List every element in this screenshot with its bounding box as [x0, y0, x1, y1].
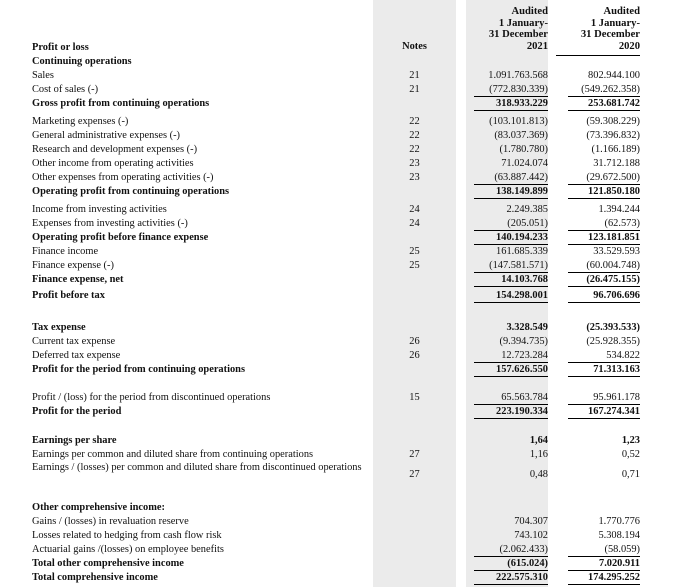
value-2021: 743.102: [514, 530, 548, 541]
value-2020: 167.274.341: [588, 406, 640, 417]
table-row: [0, 462, 700, 480]
row-label: Finance expense, net: [32, 274, 124, 285]
table-row: [0, 571, 700, 585]
row-label: Finance income: [32, 246, 99, 257]
row-label: Gross profit from continuing operations: [32, 98, 210, 109]
table-row: [0, 448, 700, 462]
table-row: [0, 217, 700, 231]
value-2021: 1,64: [529, 435, 548, 446]
table-row: [0, 231, 700, 245]
table-row: [0, 245, 700, 259]
value-2020: 121.850.180: [588, 186, 640, 197]
value-2021: (1.780.780): [499, 144, 548, 155]
row-note: 21: [409, 70, 420, 81]
table-row: [0, 434, 700, 448]
value-2021: 14.103.768: [501, 274, 548, 285]
row-note: 25: [409, 246, 420, 257]
table-row: [0, 203, 700, 217]
value-2021: 0,48: [529, 469, 548, 480]
table-row: [0, 171, 700, 185]
row-label: Other comprehensive income:: [32, 502, 165, 513]
value-2021: 12.723.284: [501, 350, 548, 361]
value-2020: (59.308.229): [586, 116, 640, 127]
value-2021: 1,16: [529, 449, 548, 460]
value-2021: 2.249.385: [506, 204, 548, 215]
row-label: General administrative expenses (-): [32, 130, 181, 141]
row-note: 23: [409, 172, 420, 183]
table-row: [0, 543, 700, 557]
value-2020: (1.166.189): [591, 144, 640, 155]
table-row: [0, 529, 700, 543]
table-row: [0, 83, 700, 97]
row-label: Gains / (losses) in revaluation reserve: [32, 516, 189, 527]
row-label: Losses related to hedging from cash flow risk: [32, 530, 222, 541]
total-rule: [568, 584, 640, 585]
value-2020: (58.059): [604, 544, 640, 555]
value-2020: (60.004.748): [586, 260, 640, 271]
value-2020: 534.822: [606, 350, 640, 361]
row-note: 26: [409, 350, 420, 361]
value-2020: (25.393.533): [586, 322, 640, 333]
value-2021: (83.037.369): [494, 130, 548, 141]
total-rule: [568, 376, 640, 377]
value-2021: 318.933.229: [496, 98, 548, 109]
table-row: [0, 321, 700, 335]
value-2021: 1.091.763.568: [488, 70, 548, 81]
value-2021: 223.190.334: [496, 406, 548, 417]
value-2020: 1.394.244: [598, 204, 640, 215]
value-2020: 71.313.163: [593, 364, 640, 375]
row-note: 25: [409, 260, 420, 271]
table-row: [0, 501, 700, 515]
table-row: [0, 363, 700, 377]
row-label: Expenses from investing activities (-): [32, 218, 188, 229]
row-label: Operating profit before finance expense: [32, 232, 209, 243]
table-row: [0, 515, 700, 529]
value-2021: 65.563.784: [501, 392, 548, 403]
value-2020: 31.712.188: [593, 158, 640, 169]
total-rule: [568, 302, 640, 303]
value-2020: (26.475.155): [586, 274, 640, 285]
value-2020: (73.396.832): [586, 130, 640, 141]
table-row: [0, 41, 700, 55]
value-2021: 157.626.550: [496, 364, 548, 375]
value-2020: 95.961.178: [593, 392, 640, 403]
total-rule: [568, 418, 640, 419]
row-note: 22: [409, 130, 420, 141]
value-2020: 1,23: [621, 435, 640, 446]
table-row: [0, 289, 700, 303]
table-row: [0, 115, 700, 129]
table-row: [0, 405, 700, 419]
table-row: [0, 273, 700, 287]
row-label: Profit or loss: [32, 42, 89, 53]
row-label: Tax expense: [32, 322, 86, 333]
total-rule: [474, 584, 548, 585]
value-2021: 154.298.001: [496, 290, 548, 301]
row-label: Profit for the period from continuing operations: [32, 364, 245, 375]
row-label: Cost of sales (-): [32, 84, 99, 95]
value-2020: 0,52: [621, 449, 640, 460]
table-row: [0, 185, 700, 199]
value-2021: 3.328.549: [506, 322, 548, 333]
value-2020: (62.573): [604, 218, 640, 229]
value-2020: (549.262.358): [581, 84, 640, 95]
value-2021: (103.101.813): [489, 116, 548, 127]
row-label: Deferred tax expense: [32, 350, 121, 361]
table-row: [0, 157, 700, 171]
row-note: 22: [409, 144, 420, 155]
row-label: Actuarial gains /(losses) on employee benefits: [32, 544, 224, 555]
row-label: Total other comprehensive income: [32, 558, 184, 569]
total-rule: [474, 110, 548, 111]
value-2020: 0,71: [621, 469, 640, 480]
row-note: 23: [409, 158, 420, 169]
table-row: [0, 349, 700, 363]
total-rule: [474, 198, 548, 199]
value-2021: (63.887.442): [494, 172, 548, 183]
row-label: Profit before tax: [32, 290, 105, 301]
value-2021: (772.830.339): [489, 84, 548, 95]
row-note: 21: [409, 84, 420, 95]
value-2021: 704.307: [514, 516, 548, 527]
value-2021: (9.394.735): [499, 336, 548, 347]
total-rule: [568, 198, 640, 199]
row-label: Earnings per common and diluted share from continuing operations: [32, 449, 314, 460]
total-rule: [474, 286, 548, 287]
row-label: Profit for the period: [32, 406, 122, 417]
row-note: 26: [409, 336, 420, 347]
table-row: [0, 143, 700, 157]
row-note: 22: [409, 116, 420, 127]
value-2020: (29.672.500): [586, 172, 640, 183]
value-2020: 123.181.851: [588, 232, 640, 243]
table-row: [0, 69, 700, 83]
total-rule: [474, 302, 548, 303]
row-note: 27: [409, 469, 420, 480]
row-note: 27: [409, 449, 420, 460]
value-2021: 138.149.899: [496, 186, 548, 197]
table-row: [0, 129, 700, 143]
row-label: Earnings / (losses) per common and diluted share from discontinued operations: [32, 462, 362, 473]
value-2020: 174.295.252: [588, 572, 640, 583]
value-2021: 71.024.074: [501, 158, 548, 169]
value-2020: 253.681.742: [588, 98, 640, 109]
row-label: Other income from operating activities: [32, 158, 194, 169]
table-row: [0, 391, 700, 405]
value-2021: 161.685.339: [496, 246, 548, 257]
value-2021: (205.051): [507, 218, 548, 229]
row-label: Earnings per share: [32, 435, 117, 446]
table-row: [0, 259, 700, 273]
value-2020: (25.928.355): [586, 336, 640, 347]
row-label: Current tax expense: [32, 336, 116, 347]
row-note: 15: [409, 392, 420, 403]
row-label: Research and development expenses (-): [32, 144, 198, 155]
value-2021: 140.194.233: [496, 232, 548, 243]
row-label: Operating profit from continuing operations: [32, 186, 230, 197]
total-rule: [568, 110, 640, 111]
table-row: [0, 55, 700, 69]
value-2020: 33.529.593: [593, 246, 640, 257]
row-label: Income from investing activities: [32, 204, 167, 215]
total-rule: [474, 376, 548, 377]
table-row: [0, 557, 700, 571]
value-2021: (147.581.571): [489, 260, 548, 271]
notes-header-label: Notes: [402, 41, 427, 52]
row-note: 24: [409, 218, 420, 229]
column-header-2021-label: Audited 1 January- 31 December 2021: [488, 5, 548, 53]
table-row: [0, 335, 700, 349]
value-2021: (615.024): [507, 558, 548, 569]
value-2020: 7.020.911: [599, 558, 640, 569]
value-2021: 222.575.310: [496, 572, 548, 583]
row-label: Total comprehensive income: [32, 572, 158, 583]
value-2020: 802.944.100: [588, 70, 640, 81]
value-2020: 1.770.776: [598, 516, 640, 527]
row-label: Marketing expenses (-): [32, 116, 129, 127]
value-2020: 5.308.194: [598, 530, 640, 541]
table-row: [0, 97, 700, 111]
row-label: Profit / (loss) for the period from discontinued operations: [32, 392, 271, 403]
total-rule: [568, 286, 640, 287]
value-2021: (2.062.433): [499, 544, 548, 555]
row-label: Finance expense (-): [32, 260, 114, 271]
row-note: 24: [409, 204, 420, 215]
row-label: Other expenses from operating activities (-): [32, 172, 214, 183]
row-label: Sales: [32, 70, 54, 81]
column-header-2020-label: Audited 1 January- 31 December 2020: [580, 5, 640, 53]
row-label: Continuing operations: [32, 56, 132, 67]
total-rule: [474, 418, 548, 419]
value-2020: 96.706.696: [593, 290, 640, 301]
